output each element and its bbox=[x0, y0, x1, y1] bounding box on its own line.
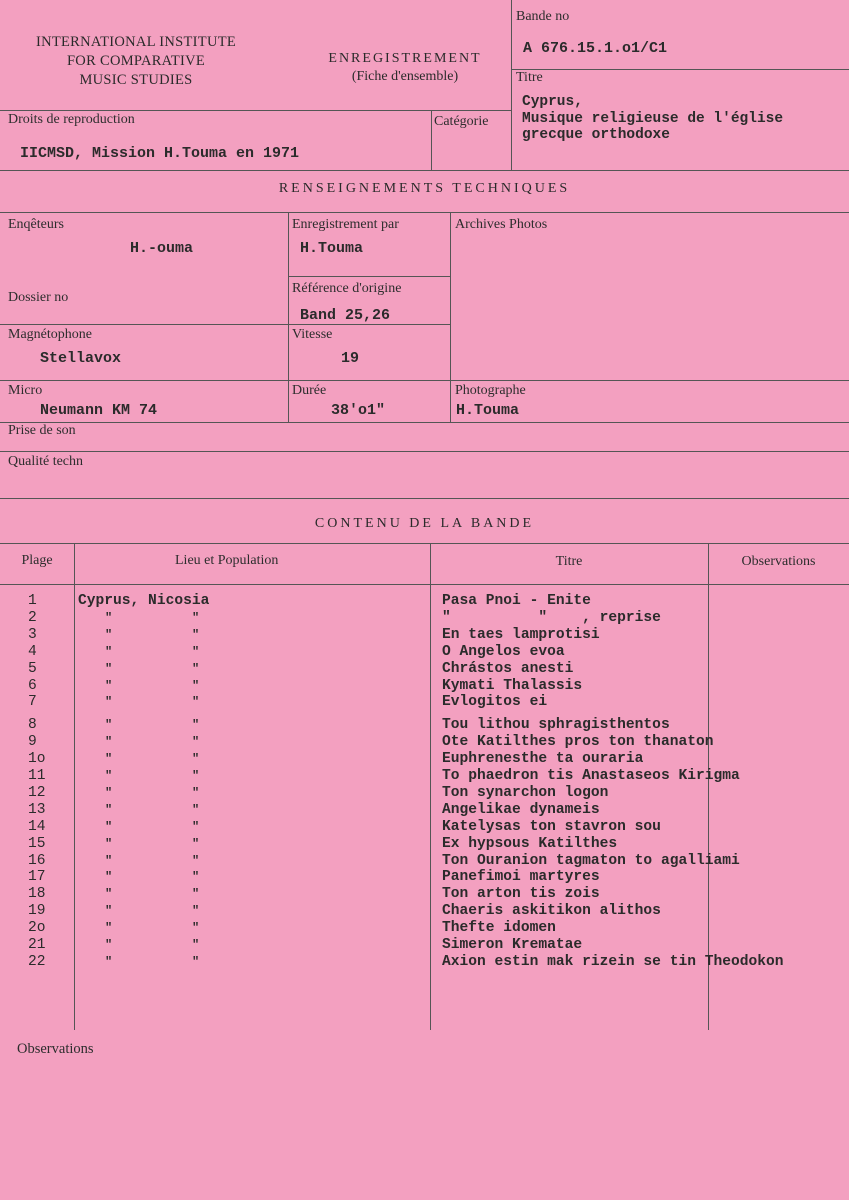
ditto-mark: " bbox=[192, 718, 200, 733]
plage-number: 14 bbox=[28, 818, 46, 835]
institute-line: INTERNATIONAL INSTITUTE bbox=[35, 34, 237, 50]
titre-value bbox=[522, 94, 783, 144]
ditto-mark: " bbox=[105, 785, 113, 800]
ditto-mark: " bbox=[105, 769, 113, 783]
ditto-mark: " bbox=[105, 661, 113, 676]
titre-line: grecque orthodoxe bbox=[522, 127, 670, 143]
plage-number: 11 bbox=[28, 768, 46, 784]
bande-no-value: A 676.15.1.o1/C1 bbox=[523, 40, 668, 57]
ditto-mark: " bbox=[192, 769, 200, 783]
plage-number: 2o bbox=[28, 920, 46, 937]
table-row bbox=[0, 836, 849, 853]
ditto-mark: " bbox=[105, 853, 113, 868]
plage-number: 3 bbox=[28, 626, 37, 643]
ditto-mark: " bbox=[105, 836, 113, 851]
ditto-mark: " bbox=[192, 678, 200, 693]
table-row bbox=[0, 937, 849, 954]
ditto-mark: " bbox=[192, 661, 200, 676]
ditto-mark: " bbox=[105, 644, 113, 659]
plage-number: 21 bbox=[28, 937, 46, 953]
titre-value: En taes lamprotisi bbox=[442, 626, 600, 643]
plage-number: 17 bbox=[28, 869, 46, 886]
titre-line: Musique religieuse de l'église bbox=[522, 110, 784, 127]
col-titre-header: Titre bbox=[555, 554, 583, 569]
technical-section-title: RENSEIGNEMENTS TECHNIQUES bbox=[278, 181, 571, 196]
titre-value: To phaedron tis Anastaseos Kirigma bbox=[442, 768, 740, 784]
ditto-mark: " bbox=[192, 904, 200, 919]
plage-number: 12 bbox=[28, 784, 46, 801]
table-row bbox=[0, 802, 849, 819]
ditto-mark: " bbox=[105, 718, 113, 733]
table-row bbox=[0, 751, 849, 768]
enqueteurs-value: H.-ouma bbox=[130, 240, 194, 257]
table-row bbox=[0, 768, 849, 785]
ditto-mark: " bbox=[192, 819, 200, 834]
magnetophone-label: Magnétophone bbox=[8, 327, 92, 342]
ditto-mark: " bbox=[192, 954, 200, 969]
ditto-mark: " bbox=[105, 938, 113, 952]
plage-number: 5 bbox=[28, 660, 37, 677]
plage-number: 6 bbox=[28, 677, 37, 694]
dossier-label: Dossier no bbox=[8, 290, 69, 305]
institute-name bbox=[0, 33, 272, 90]
table-row bbox=[0, 869, 849, 886]
plage-number: 1 bbox=[28, 593, 37, 609]
titre-value: Thefte idomen bbox=[442, 920, 556, 937]
ditto-mark: " bbox=[105, 678, 113, 693]
table-row bbox=[0, 678, 849, 695]
institute-line: MUSIC STUDIES bbox=[79, 72, 193, 88]
ditto-mark: " bbox=[105, 887, 113, 902]
plage-number: 22 bbox=[28, 953, 46, 970]
plage-number: 2 bbox=[28, 609, 37, 626]
plage-number: 9 bbox=[28, 734, 37, 751]
table-row bbox=[0, 903, 849, 920]
col-plage-header: Plage bbox=[21, 553, 53, 568]
ditto-mark: " bbox=[105, 735, 113, 750]
titre-value: Katelysas ton stavron sou bbox=[442, 818, 661, 835]
reference-value: Band 25,26 bbox=[300, 307, 391, 324]
ditto-mark: " bbox=[192, 695, 200, 710]
table-row bbox=[0, 886, 849, 903]
titre-value: Ton arton tis zois bbox=[442, 886, 600, 903]
ditto-mark: " bbox=[192, 887, 200, 902]
titre-value: " " , reprise bbox=[442, 609, 661, 626]
titre-value: Evlogitos ei bbox=[442, 694, 548, 711]
ditto-mark: " bbox=[192, 644, 200, 659]
table-row bbox=[0, 610, 849, 627]
reference-label: Référence d'origine bbox=[292, 281, 402, 296]
form-title-text: ENREGISTREMENT bbox=[328, 51, 482, 66]
table-row bbox=[0, 593, 849, 610]
micro-label: Micro bbox=[8, 383, 43, 398]
titre-value: Panefimoi martyres bbox=[442, 869, 600, 886]
photographe-value: H.Touma bbox=[456, 402, 520, 419]
observations-label: Observations bbox=[17, 1041, 94, 1057]
ditto-mark: " bbox=[192, 802, 200, 817]
prise-de-son-label: Prise de son bbox=[8, 423, 76, 438]
enregistrement-par-value: H.Touma bbox=[300, 240, 364, 257]
enregistrement-par-label: Enregistrement par bbox=[292, 217, 399, 232]
titre-value: Simeron Krematae bbox=[442, 937, 583, 953]
ditto-mark: " bbox=[192, 785, 200, 800]
micro-value: Neumann KM 74 bbox=[40, 402, 158, 419]
table-row bbox=[0, 644, 849, 661]
ditto-mark: " bbox=[192, 627, 200, 642]
plage-number: 16 bbox=[28, 852, 46, 869]
ditto-mark: " bbox=[105, 819, 113, 834]
titre-value: Ote Katilthes pros ton thanaton bbox=[442, 734, 714, 751]
table-row bbox=[0, 920, 849, 937]
plage-number: 7 bbox=[28, 694, 37, 711]
duree-label: Durée bbox=[292, 383, 327, 398]
form-subtitle: (Fiche d'ensemble) bbox=[351, 69, 459, 84]
titre-value: Ton Ouranion tagmaton to agalliami bbox=[442, 852, 740, 869]
droits-value: IICMSD, Mission H.Touma en 1971 bbox=[20, 145, 300, 162]
form-title bbox=[305, 51, 505, 85]
table-row bbox=[0, 717, 849, 734]
qualite-techn-label: Qualité techn bbox=[8, 454, 84, 469]
ditto-mark: " bbox=[105, 752, 113, 767]
ditto-mark: " bbox=[192, 752, 200, 767]
table-row bbox=[0, 853, 849, 870]
ditto-mark: " bbox=[105, 627, 113, 642]
titre-label: Titre bbox=[516, 70, 543, 85]
plage-number: 19 bbox=[28, 903, 46, 920]
plage-number: 8 bbox=[28, 717, 37, 734]
table-row bbox=[0, 661, 849, 678]
enqueteurs-label: Enqêteurs bbox=[8, 217, 64, 232]
titre-value: Chaeris askitikon alithos bbox=[442, 903, 661, 920]
titre-value: Pasa Pnoi - Enite bbox=[442, 593, 591, 609]
vitesse-value: 19 bbox=[341, 350, 360, 367]
col-observations-header: Observations bbox=[741, 554, 816, 569]
duree-value: 38'o1" bbox=[331, 402, 386, 419]
titre-value: O Angelos evoa bbox=[442, 643, 565, 660]
titre-value: Tou lithou sphragisthentos bbox=[442, 717, 670, 734]
table-row bbox=[0, 785, 849, 802]
ditto-mark: " bbox=[192, 921, 200, 936]
table-row bbox=[0, 954, 849, 971]
ditto-mark: " bbox=[192, 853, 200, 868]
archives-photos-label: Archives Photos bbox=[455, 217, 548, 232]
ditto-mark: " bbox=[192, 836, 200, 851]
droits-label: Droits de reproduction bbox=[8, 112, 135, 127]
ditto-mark: " bbox=[192, 938, 200, 952]
plage-number: 18 bbox=[28, 886, 46, 903]
ditto-mark: " bbox=[105, 954, 113, 969]
table-row bbox=[0, 694, 849, 711]
photographe-label: Photographe bbox=[455, 383, 526, 398]
table-row bbox=[0, 819, 849, 836]
plage-number: 4 bbox=[28, 643, 37, 660]
table-row bbox=[0, 734, 849, 751]
ditto-mark: " bbox=[105, 904, 113, 919]
categorie-label: Catégorie bbox=[434, 114, 489, 129]
plage-number: 1o bbox=[28, 751, 46, 768]
titre-value: Ton synarchon logon bbox=[442, 784, 609, 801]
magnetophone-value: Stellavox bbox=[40, 350, 122, 367]
contents-section-title: CONTENU DE LA BANDE bbox=[314, 516, 535, 531]
ditto-mark: " bbox=[105, 921, 113, 936]
titre-line: Cyprus, bbox=[522, 94, 583, 110]
titre-value: Axion estin mak rizein se tin Theodokon bbox=[442, 953, 784, 970]
ditto-mark: " bbox=[105, 610, 113, 625]
plage-number: 13 bbox=[28, 801, 46, 818]
ditto-mark: " bbox=[192, 870, 200, 885]
table-row bbox=[0, 627, 849, 644]
ditto-mark: " bbox=[192, 610, 200, 625]
ditto-mark: " bbox=[192, 735, 200, 750]
vitesse-label: Vitesse bbox=[292, 327, 333, 342]
col-lieu-header: Lieu et Population bbox=[175, 553, 279, 568]
titre-value: Ex hypsous Katilthes bbox=[442, 835, 618, 852]
ditto-mark: " bbox=[105, 870, 113, 885]
lieu-value: Cyprus, Nicosia bbox=[78, 593, 210, 609]
titre-value: Kymati Thalassis bbox=[442, 677, 583, 694]
titre-value: Angelikae dynameis bbox=[442, 801, 600, 818]
ditto-mark: " bbox=[105, 695, 113, 710]
bande-no-label: Bande no bbox=[516, 9, 570, 24]
institute-line: FOR COMPARATIVE bbox=[66, 53, 206, 69]
plage-number: 15 bbox=[28, 835, 46, 852]
titre-value: Chrástos anesti bbox=[442, 660, 574, 677]
ditto-mark: " bbox=[105, 802, 113, 817]
titre-value: Euphrenesthe ta ouraria bbox=[442, 751, 644, 768]
